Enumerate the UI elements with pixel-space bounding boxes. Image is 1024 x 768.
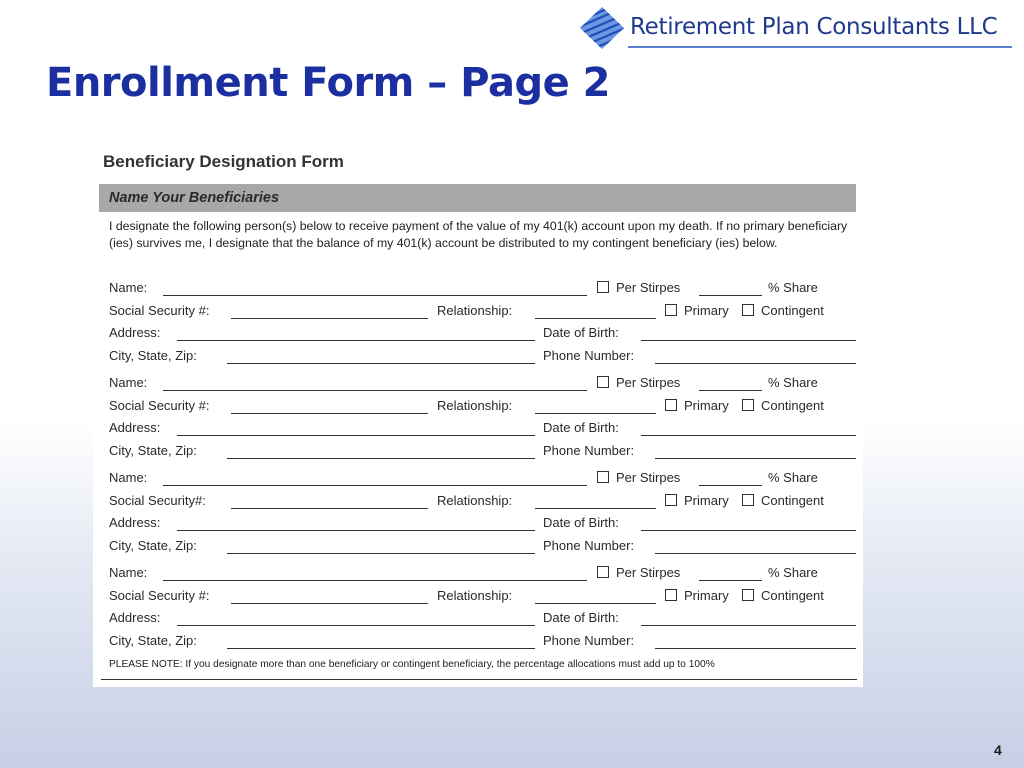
phone-label: Phone Number: bbox=[543, 347, 635, 363]
section-heading: Name Your Beneficiaries bbox=[109, 190, 280, 206]
city-state-zip-field[interactable] bbox=[227, 648, 535, 649]
phone-field[interactable] bbox=[655, 458, 856, 459]
city-state-zip-label: City, State, Zip: bbox=[109, 347, 197, 363]
form-title: Beneficiary Designation Form bbox=[103, 152, 344, 171]
relationship-field[interactable] bbox=[535, 603, 656, 604]
ssn-field[interactable] bbox=[231, 508, 428, 509]
page-number: 4 bbox=[994, 742, 1002, 758]
ssn-field[interactable] bbox=[231, 318, 428, 319]
city-state-zip-field[interactable] bbox=[227, 458, 535, 459]
per-stirpes-checkbox[interactable] bbox=[597, 281, 609, 293]
contingent-checkbox[interactable] bbox=[742, 589, 754, 601]
city-state-zip-label: City, State, Zip: bbox=[109, 537, 197, 553]
share-label: % Share bbox=[768, 470, 818, 485]
section-heading-bar bbox=[99, 184, 856, 212]
contingent-checkbox[interactable] bbox=[742, 494, 754, 506]
per-stirpes-checkbox[interactable] bbox=[597, 376, 609, 388]
dob-label: Date of Birth: bbox=[543, 325, 619, 340]
address-label: Address: bbox=[109, 610, 161, 625]
company-logo bbox=[578, 4, 1018, 50]
name-label: Name: bbox=[109, 375, 148, 390]
phone-label: Phone Number: bbox=[543, 537, 635, 553]
address-label: Address: bbox=[109, 325, 161, 340]
name-label: Name: bbox=[109, 280, 148, 295]
dob-label: Date of Birth: bbox=[543, 610, 619, 625]
note-divider bbox=[101, 679, 857, 680]
primary-checkbox[interactable] bbox=[665, 589, 677, 601]
contingent-label: Contingent bbox=[761, 302, 824, 318]
beneficiary-form-image bbox=[93, 143, 863, 687]
phone-field[interactable] bbox=[655, 553, 856, 554]
ssn-label: Social Security #: bbox=[109, 587, 210, 603]
dob-field[interactable] bbox=[641, 625, 856, 626]
ssn-label: Social Security#: bbox=[109, 492, 206, 508]
city-state-zip-field[interactable] bbox=[227, 553, 535, 554]
share-label: % Share bbox=[768, 375, 818, 390]
share-field[interactable] bbox=[699, 295, 762, 296]
relationship-label: Relationship: bbox=[437, 302, 513, 318]
address-field[interactable] bbox=[177, 435, 535, 436]
per-stirpes-label: Per Stirpes bbox=[616, 565, 681, 580]
name-label: Name: bbox=[109, 470, 148, 485]
dob-field[interactable] bbox=[641, 340, 856, 341]
share-field[interactable] bbox=[699, 485, 762, 486]
phone-field[interactable] bbox=[655, 363, 856, 364]
share-field[interactable] bbox=[699, 390, 762, 391]
contingent-label: Contingent bbox=[761, 397, 824, 413]
city-state-zip-label: City, State, Zip: bbox=[109, 632, 197, 648]
please-note-text: PLEASE NOTE: If you designate more than one beneficiary or contingent beneficiary, the percentage allocations must add up to 100% bbox=[109, 659, 715, 670]
address-label: Address: bbox=[109, 515, 161, 530]
primary-label: Primary bbox=[684, 302, 729, 318]
name-field[interactable] bbox=[163, 580, 587, 581]
name-field[interactable] bbox=[163, 295, 587, 296]
city-state-zip-label: City, State, Zip: bbox=[109, 442, 197, 458]
contingent-checkbox[interactable] bbox=[742, 304, 754, 316]
address-field[interactable] bbox=[177, 530, 535, 531]
share-label: % Share bbox=[768, 565, 818, 580]
address-label: Address: bbox=[109, 420, 161, 435]
per-stirpes-checkbox[interactable] bbox=[597, 566, 609, 578]
diamond-logo-icon bbox=[578, 6, 626, 50]
primary-checkbox[interactable] bbox=[665, 304, 677, 316]
dob-label: Date of Birth: bbox=[543, 420, 619, 435]
slide-title: Enrollment Form – Page 2 bbox=[46, 60, 610, 106]
relationship-label: Relationship: bbox=[437, 492, 513, 508]
relationship-field[interactable] bbox=[535, 508, 656, 509]
name-field[interactable] bbox=[163, 390, 587, 391]
ssn-field[interactable] bbox=[231, 603, 428, 604]
contingent-label: Contingent bbox=[761, 587, 824, 603]
dob-field[interactable] bbox=[641, 435, 856, 436]
ssn-field[interactable] bbox=[231, 413, 428, 414]
name-label: Name: bbox=[109, 565, 148, 580]
per-stirpes-checkbox[interactable] bbox=[597, 471, 609, 483]
ssn-label: Social Security #: bbox=[109, 302, 210, 318]
dob-label: Date of Birth: bbox=[543, 515, 619, 530]
intro-paragraph: I designate the following person(s) below to receive payment of the value of my 401(k) account upon my death. If no primary beneficiary (ies) survives me, I designate that the balance of my 401(k) account be distributed to my contingent beneficiary (ies) below. bbox=[109, 219, 848, 250]
contingent-label: Contingent bbox=[761, 492, 824, 508]
primary-label: Primary bbox=[684, 587, 729, 603]
per-stirpes-label: Per Stirpes bbox=[616, 375, 681, 390]
dob-field[interactable] bbox=[641, 530, 856, 531]
share-field[interactable] bbox=[699, 580, 762, 581]
primary-checkbox[interactable] bbox=[665, 494, 677, 506]
relationship-label: Relationship: bbox=[437, 397, 513, 413]
name-field[interactable] bbox=[163, 485, 587, 486]
relationship-field[interactable] bbox=[535, 413, 656, 414]
phone-label: Phone Number: bbox=[543, 632, 635, 648]
primary-checkbox[interactable] bbox=[665, 399, 677, 411]
per-stirpes-label: Per Stirpes bbox=[616, 470, 681, 485]
primary-label: Primary bbox=[684, 397, 729, 413]
city-state-zip-field[interactable] bbox=[227, 363, 535, 364]
phone-label: Phone Number: bbox=[543, 442, 635, 458]
address-field[interactable] bbox=[177, 625, 535, 626]
phone-field[interactable] bbox=[655, 648, 856, 649]
contingent-checkbox[interactable] bbox=[742, 399, 754, 411]
per-stirpes-label: Per Stirpes bbox=[616, 280, 681, 295]
ssn-label: Social Security #: bbox=[109, 397, 210, 413]
company-name: Retirement Plan Consultants LLC bbox=[630, 14, 998, 40]
address-field[interactable] bbox=[177, 340, 535, 341]
share-label: % Share bbox=[768, 280, 818, 295]
relationship-label: Relationship: bbox=[437, 587, 513, 603]
relationship-field[interactable] bbox=[535, 318, 656, 319]
primary-label: Primary bbox=[684, 492, 729, 508]
logo-underline bbox=[628, 46, 1012, 48]
